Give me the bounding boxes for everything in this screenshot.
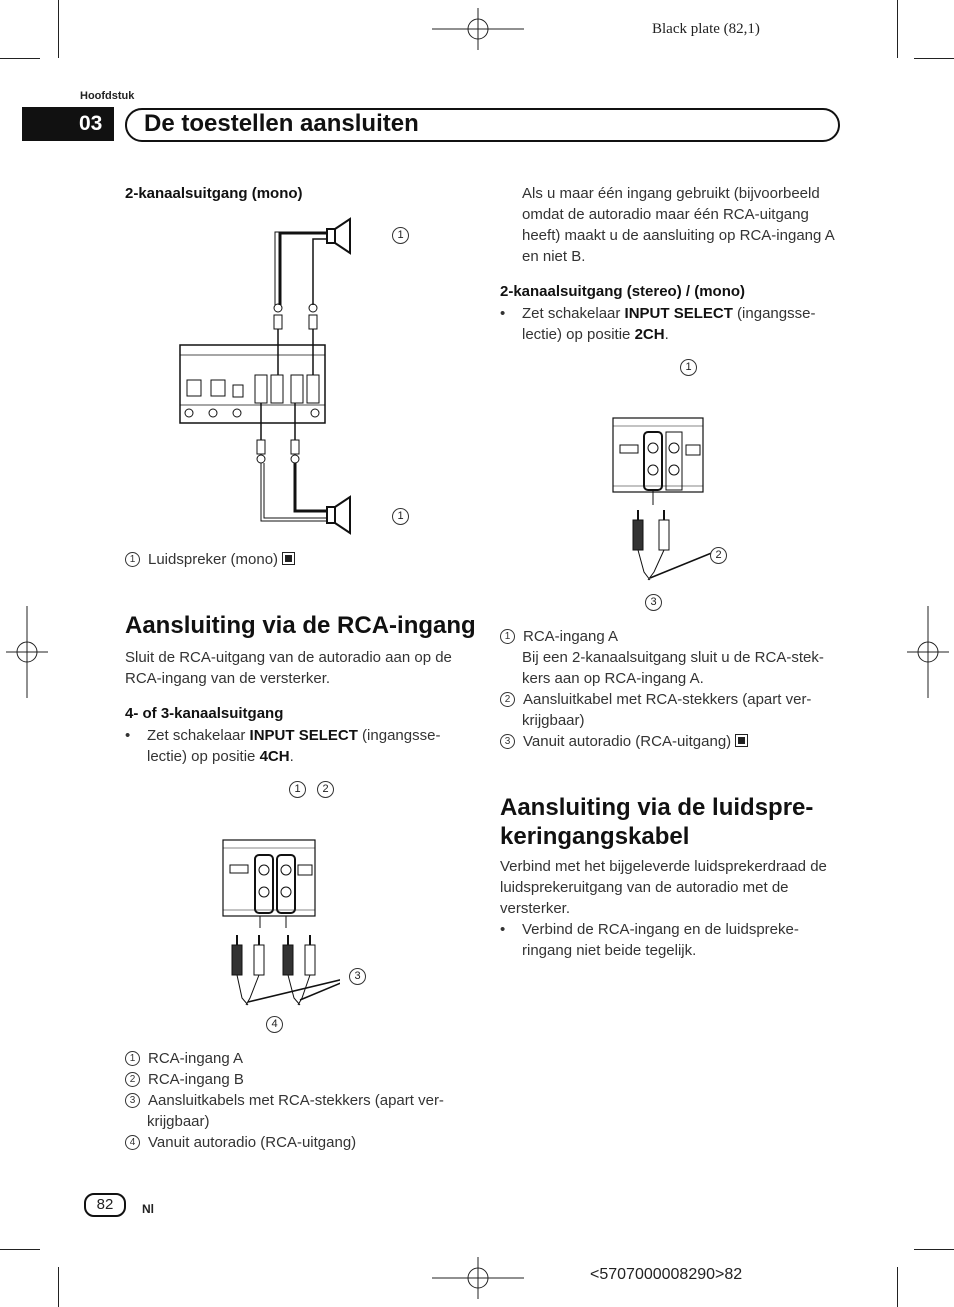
callout-marker: 1 (680, 359, 697, 376)
crop-mark (914, 1249, 954, 1250)
legend-text: RCA-ingang A (523, 628, 619, 645)
callout-marker: 3 (645, 594, 662, 611)
end-mark-icon (735, 734, 748, 747)
legend-number: 1 (125, 552, 140, 567)
crop-mark (897, 1267, 898, 1307)
legend-text: Aansluitkabels met RCA-stekkers (apart ver-krijgbaar) (147, 1092, 444, 1130)
legend-text: Vanuit autoradio (RCA-uitgang) (523, 733, 732, 750)
crop-mark (58, 0, 59, 58)
rca-heading: Aansluiting via de RCA-ingang (125, 612, 476, 639)
bullet-text: . (664, 326, 669, 343)
chapter-number: 03 (22, 107, 114, 141)
crop-mark (914, 58, 954, 59)
chapter-title: De toestellen aansluiten (144, 110, 419, 137)
legend-number: 1 (500, 629, 515, 644)
legend-number: 2 (125, 1072, 140, 1087)
legend-item (125, 1048, 455, 1069)
legend-text: Aansluitkabel met RCA-stekkers (apart ver-krijgbaar) (522, 691, 812, 729)
legend-item (500, 689, 840, 731)
registration-mark (6, 606, 48, 698)
language-code: Nl (142, 1202, 154, 1216)
callout-marker: 2 (317, 781, 334, 798)
callout-marker: 1 (392, 227, 409, 244)
speaker-heading: Aansluiting via de luidspre-keringangskabel (500, 794, 814, 850)
page-number: 82 (84, 1193, 126, 1217)
registration-mark (432, 1257, 524, 1299)
plate-label: Black plate (82,1) (652, 21, 760, 37)
callout-marker: 2 (710, 547, 727, 564)
legend-number: 3 (125, 1093, 140, 1108)
four-three-bullet (125, 725, 465, 767)
bullet-text: . (289, 748, 294, 765)
figure2-legend (125, 1048, 455, 1153)
mono-heading: 2-kanaalsuitgang (mono) (125, 185, 303, 202)
barcode-text: <5707000008290>82 (590, 1266, 743, 1283)
bullet-icon: • (500, 305, 506, 322)
crop-mark (0, 1249, 40, 1250)
bullet-bold: INPUT SELECT (624, 305, 733, 322)
legend-subtext: Bij een 2-kanaalsuitgang sluit u de RCA-stek-kers aan op RCA-ingang A. (522, 649, 824, 687)
legend-text: Luidspreker (mono) (148, 551, 279, 568)
bullet-text: Zet schakelaar (522, 305, 625, 322)
mono-legend-item (125, 549, 295, 570)
rca-4ch-diagram (220, 800, 340, 1015)
stereo-heading: 2-kanaalsuitgang (stereo) / (mono) (500, 283, 746, 300)
speaker-bullet (500, 919, 840, 961)
callout-marker: 3 (349, 968, 366, 985)
bullet-bold: 2CH (634, 326, 665, 343)
bullet-bold: 4CH (259, 748, 290, 765)
crop-mark (0, 58, 40, 59)
mono-connection-diagram (175, 215, 415, 535)
callout-marker: 1 (289, 781, 306, 798)
four-three-heading: 4- of 3-kanaalsuitgang (125, 705, 284, 722)
legend-item (500, 731, 840, 752)
legend-number: 2 (500, 692, 515, 707)
legend-number: 1 (125, 1051, 140, 1066)
callout-marker: 4 (266, 1016, 283, 1033)
stereo-bullet (500, 303, 840, 345)
end-mark-icon (282, 552, 295, 565)
speaker-bottom-icon (327, 507, 335, 523)
legend-item (125, 1132, 455, 1153)
chapter-label: Hoofdstuk (80, 90, 135, 102)
registration-mark (432, 8, 524, 50)
bullet-bold: INPUT SELECT (249, 727, 358, 744)
legend-item (500, 626, 840, 647)
speaker-top-icon (327, 229, 335, 243)
bullet-icon: • (125, 727, 131, 744)
bullet-text: Verbind de RCA-ingang en de luidspreke-ringang niet beide tegelijk. (522, 921, 799, 959)
bullet-text: (ingangsse-lectie) op positie (522, 305, 816, 343)
crop-mark (897, 0, 898, 58)
legend-text: Vanuit autoradio (RCA-uitgang) (148, 1134, 357, 1151)
legend-number: 4 (125, 1135, 140, 1150)
legend-text: RCA-ingang B (148, 1071, 244, 1088)
rca-2ch-diagram (610, 380, 720, 585)
figure3-legend (500, 626, 840, 752)
bullet-text: Zet schakelaar (147, 727, 250, 744)
intro-text: Als u maar één ingang gebruikt (bijvoorbeeld omdat de autoradio maar één RCA-uitgang heeft) maakt u de aansluiting op RCA-ingang A en niet B. (522, 185, 834, 265)
rca-body: Sluit de RCA-uitgang van de autoradio aan op de RCA-ingang van de versterker. (125, 649, 452, 687)
legend-item (125, 1090, 455, 1132)
crop-mark (58, 1267, 59, 1307)
legend-item (125, 1069, 455, 1090)
bullet-text: (ingangsse-lectie) op positie (147, 727, 441, 765)
callout-marker: 1 (392, 508, 409, 525)
bullet-icon: • (500, 921, 506, 938)
speaker-body: Verbind met het bijgeleverde luidsprekerdraad de luidsprekeruitgang van de autoradio met de versterker. (500, 858, 827, 917)
registration-mark (907, 606, 949, 698)
legend-number: 3 (500, 734, 515, 749)
legend-text: RCA-ingang A (148, 1050, 244, 1067)
